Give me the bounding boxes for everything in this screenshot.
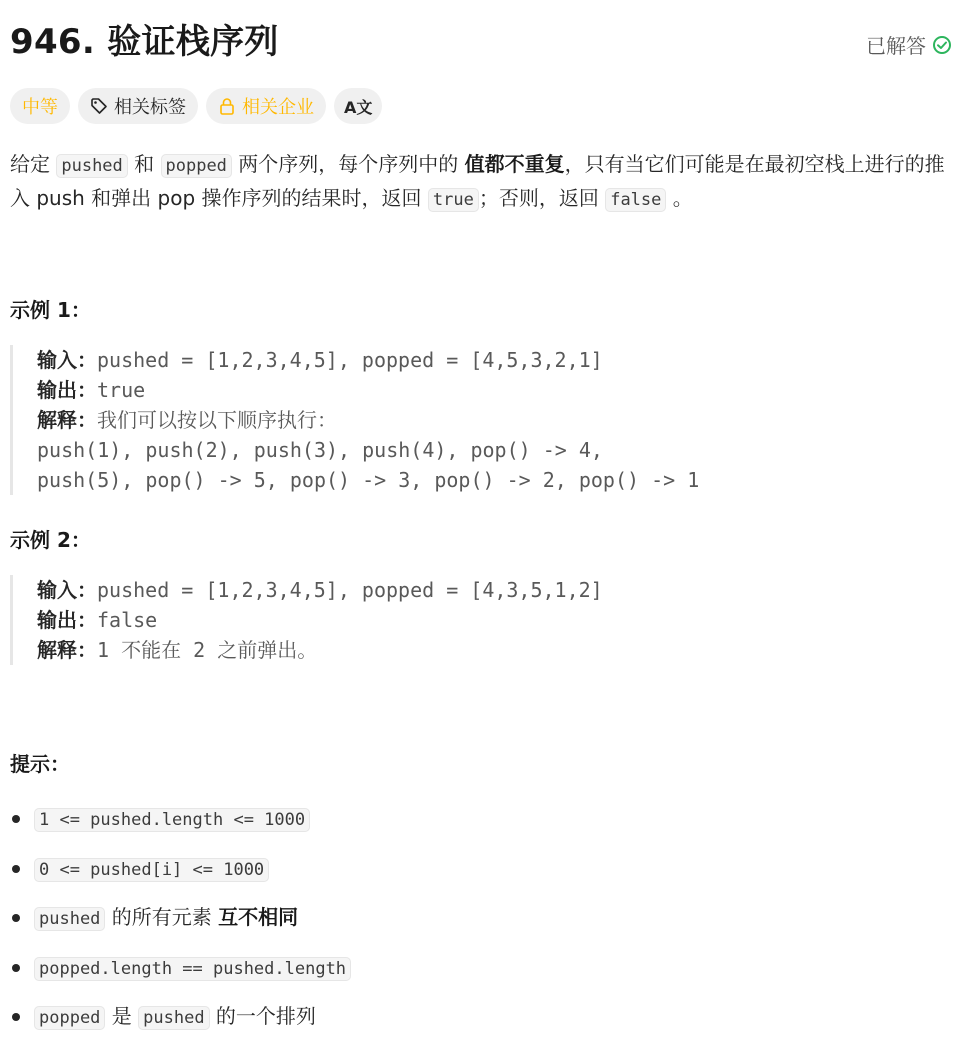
example-2-explain (37, 635, 603, 665)
hint-item (10, 951, 950, 1001)
example-1-line-1: push(1), push(2), push(3), push(4), pop() -> 4, (37, 438, 603, 462)
desc-text: 。 (666, 186, 693, 210)
related-companies-button[interactable] (206, 88, 326, 124)
desc-text: 给定 (10, 152, 57, 176)
problem-description (10, 148, 950, 216)
hint-code: pushed (138, 1006, 209, 1030)
hint-strong: 互不相同 (218, 905, 299, 929)
difficulty-label: 中等 (22, 97, 58, 118)
hint-text: 的一个排列 (209, 1004, 316, 1028)
hint-item (10, 852, 950, 902)
input-label: 输入： (37, 348, 97, 372)
translate-icon: A文 (344, 97, 373, 117)
output-value: true (97, 378, 146, 402)
output-label: 输出： (37, 378, 97, 402)
lock-icon (218, 97, 236, 115)
check-circle-icon (932, 35, 952, 55)
input-label: 输入： (37, 578, 97, 602)
example-1-output (37, 375, 699, 405)
explain-label: 解释： (37, 408, 97, 432)
hints-list (10, 802, 950, 1050)
related-tags-label: 相关标签 (114, 97, 186, 118)
hint-text: 是 (105, 1004, 139, 1028)
related-tags-button[interactable] (78, 88, 198, 124)
example-2-title: 示例 2： (10, 528, 91, 552)
hint-item (10, 1000, 950, 1050)
hint-code: pushed (34, 907, 105, 931)
solved-status-label: 已解答 (866, 34, 926, 58)
code-popped: popped (161, 154, 232, 178)
output-label: 输出： (37, 608, 97, 632)
hint-code: 1 <= pushed.length <= 1000 (34, 808, 310, 832)
example-2-output (37, 605, 603, 635)
hints-title: 提示： (10, 752, 70, 776)
output-value: false (97, 608, 158, 632)
code-false: false (605, 188, 666, 212)
solved-status (866, 30, 952, 59)
example-1-input (37, 345, 699, 375)
desc-strong: 值都不重复 (464, 152, 565, 176)
hint-code: popped (34, 1006, 105, 1030)
hint-text: 的所有元素 (105, 905, 219, 929)
hint-code: popped.length == pushed.length (34, 957, 351, 981)
related-companies-label: 相关企业 (242, 97, 314, 118)
desc-text: 和 (127, 152, 161, 176)
tag-icon (90, 97, 108, 115)
difficulty-badge[interactable] (10, 88, 70, 124)
input-value: pushed = [1,2,3,4,5], popped = [4,3,5,1,2] (97, 578, 603, 602)
example-1-explain (37, 405, 699, 435)
example-1-title: 示例 1： (10, 298, 91, 322)
desc-text: ；否则，返回 (478, 186, 606, 210)
example-1-line-2: push(5), pop() -> 5, pop() -> 3, pop() -> 2, pop() -> 1 (37, 468, 700, 492)
translate-button[interactable] (334, 88, 382, 124)
explain-text: 我们可以按以下顺序执行： (97, 408, 337, 432)
tag-bar (10, 88, 382, 124)
hint-item (10, 901, 950, 951)
example-2-input (37, 575, 603, 605)
code-true: true (428, 188, 479, 212)
hint-item (10, 802, 950, 852)
code-pushed: pushed (56, 154, 127, 178)
problem-title: 946. 验证栈序列 (10, 22, 279, 62)
explain-text: 1 不能在 2 之前弹出。 (97, 638, 318, 662)
example-2-block (10, 575, 603, 665)
hint-code: 0 <= pushed[i] <= 1000 (34, 858, 269, 882)
desc-text: 两个序列，每个序列中的 (231, 152, 465, 176)
desc-text: ，只有当它们可能是在最初空栈上进行的推入 push 和弹出 pop 操作序列的结果时，返回 (10, 152, 945, 210)
explain-label: 解释： (37, 638, 97, 662)
input-value: pushed = [1,2,3,4,5], popped = [4,5,3,2,1] (97, 348, 603, 372)
problem-header (10, 18, 952, 66)
example-1-block (10, 345, 699, 495)
